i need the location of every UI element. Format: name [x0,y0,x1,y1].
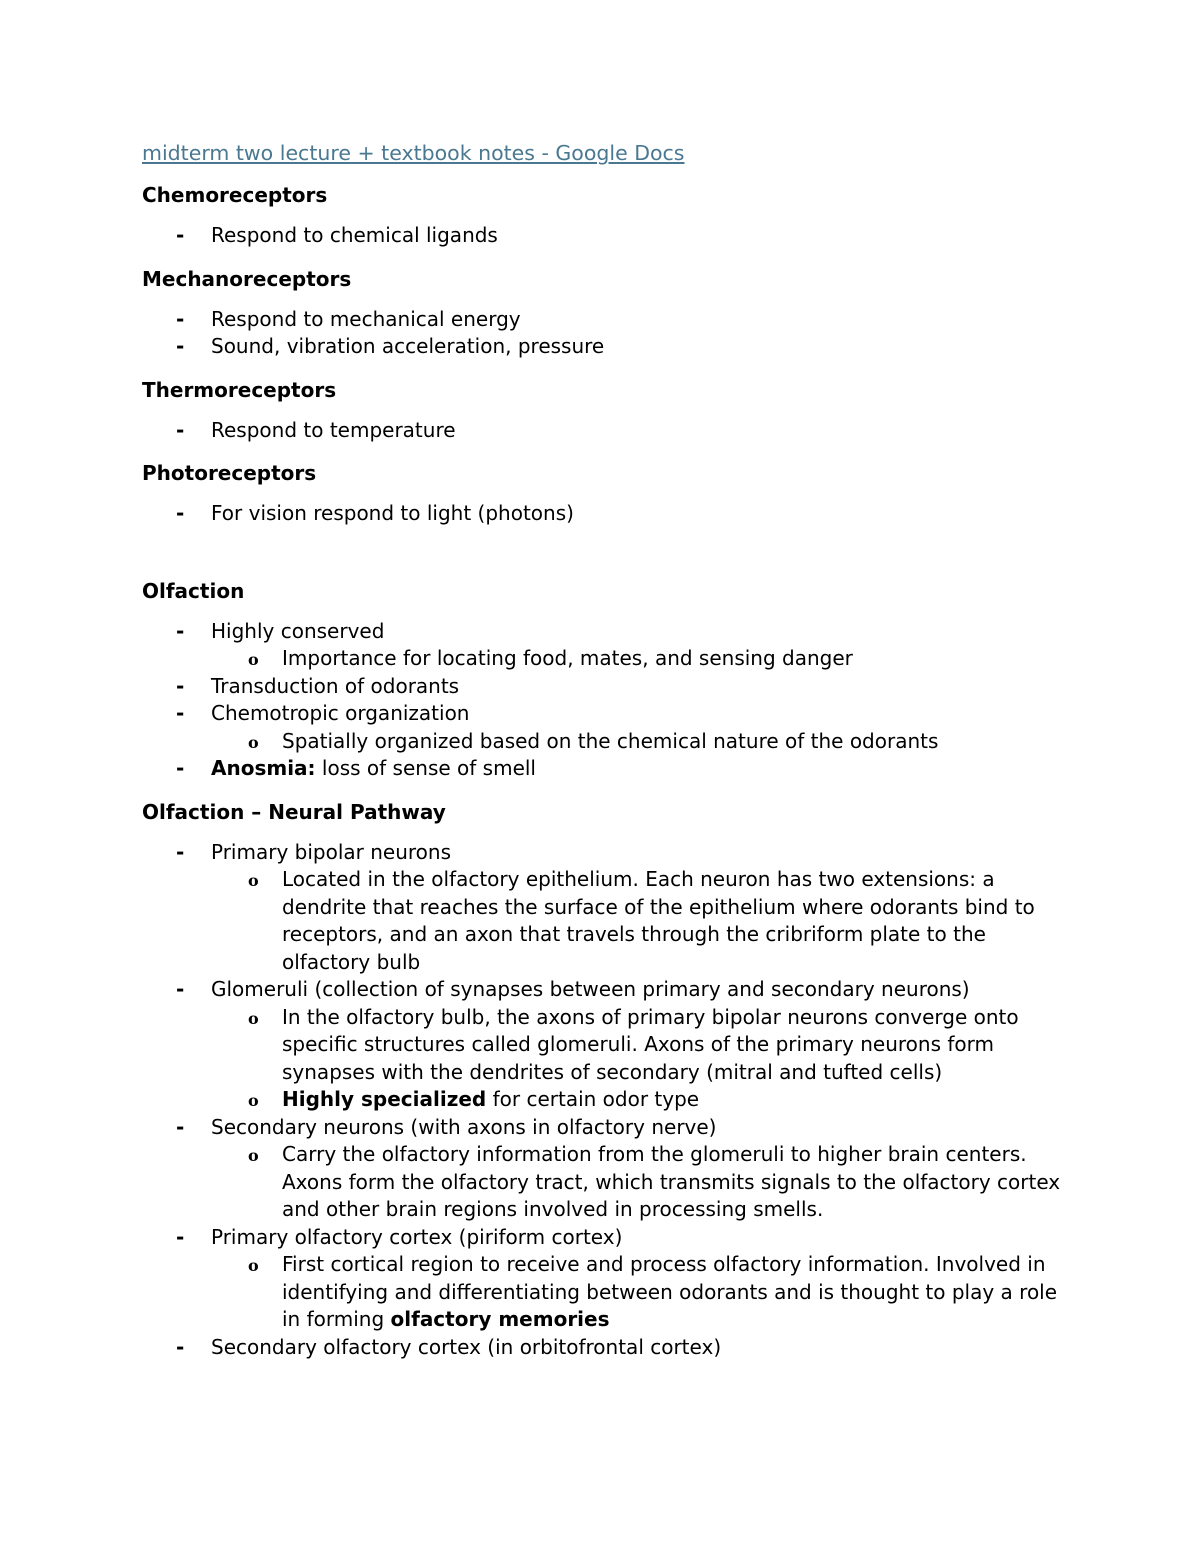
list-item [142,1334,1062,1362]
list-item [142,755,1062,783]
circle-bullet: o [248,1256,259,1275]
dash-bullet: - [176,1114,185,1139]
list-thermoreceptors [142,417,1062,445]
list-item [142,976,1062,1114]
dash-bullet: - [176,977,185,1001]
heading-olfaction: Olfaction [142,578,245,603]
list-item-text: Sound, vibration acceleration, pressure [211,334,605,358]
dash-bullet: - [176,501,185,525]
list-mechanoreceptors [142,306,1062,361]
list-item [142,417,1062,445]
dash-bullet: - [176,306,185,331]
circle-bullet: o [248,1146,259,1165]
sub-list [211,1004,1062,1114]
list-item [142,618,1062,673]
dash-bullet: - [176,756,185,780]
circle-bullet: o [248,871,259,890]
list-chemoreceptors [142,222,1062,250]
circle-bullet: o [248,732,259,752]
list-item-text: Respond to chemical ligands [211,223,498,247]
sub-list-item [142,866,1062,976]
list-item-text: Glomeruli (collection of synapses between primary and secondary neurons) [211,977,970,1001]
dash-bullet: - [176,701,185,725]
list-item-text: For vision respond to light (photons) [211,501,574,525]
sub-list-item-text: Carry the olfactory information from the glomeruli to higher brain centers. Axons form the olfactory tract, which transmits signals to the olfactory cortex and other brain regions involved in processing smells. [282,1142,1061,1221]
list-olfaction [142,618,1062,783]
term-anosmia: Anosmia: [211,756,316,780]
sub-list [211,1251,1062,1334]
sub-list [211,1141,1062,1224]
list-item [142,839,1062,977]
dash-bullet: - [176,334,185,358]
list-item-text: Highly conserved [211,618,385,643]
list-item [142,306,1062,334]
heading-photoreceptors: Photoreceptors [142,461,317,485]
list-item-text: loss of sense of smell [315,756,536,780]
list-item-text: Chemotropic organization [211,701,470,725]
circle-bullet: o [248,1008,259,1028]
list-neural-pathway [142,839,1062,1362]
sub-list [211,728,1062,756]
sub-list-item [142,645,1062,673]
list-item-text: Primary olfactory cortex (piriform cortex) [211,1224,623,1249]
heading-mechanoreceptors: Mechanoreceptors [142,266,352,291]
sub-list-item-text: First cortical region to receive and process olfactory information. Involved in identifying and differentiating between odorants and is thought to play a role in forming [282,1252,1058,1331]
list-item [142,1224,1062,1334]
dash-bullet: - [176,223,185,247]
list-item-text: Primary bipolar neurons [211,839,451,864]
sub-list-item-text: for certain odor type [486,1087,700,1111]
sub-list-item-text: Importance for locating food, mates, and sensing danger [282,646,853,670]
sub-list-item [142,1251,1062,1334]
heading-neural-pathway: Olfaction – Neural Pathway [142,799,446,824]
sub-list-item-text: Spatially organized based on the chemical nature of the odorants [282,728,939,753]
list-item-text: Transduction of odorants [211,673,460,698]
list-photoreceptors [142,500,1062,528]
list-item [142,1114,1062,1224]
list-item-text: Secondary olfactory cortex (in orbitofrontal cortex) [211,1334,722,1359]
list-item [142,500,1062,528]
sub-list-item-text: In the olfactory bulb, the axons of primary bipolar neurons converge onto specific structures called glomeruli. Axons of the primary neurons form synapses with the dendrites of secondary (mitral and tufted cells) [282,1004,1019,1084]
list-item [142,333,1062,361]
dash-bullet: - [176,839,185,864]
google-docs-link[interactable]: midterm two lecture + textbook notes - Google Docs [142,141,685,165]
dash-bullet: - [176,673,185,698]
term-olfactory-memories: olfactory memories [390,1307,610,1331]
sub-list [211,866,1062,976]
dash-bullet: - [176,417,185,442]
heading-thermoreceptors: Thermoreceptors [142,377,337,402]
dash-bullet: - [176,1334,185,1359]
dash-bullet: - [176,618,185,643]
list-item-text: Respond to mechanical energy [211,306,521,331]
sub-list-item [142,728,1062,756]
term-highly-specialized: Highly specialized [282,1087,487,1111]
sub-list-item [142,1141,1062,1224]
list-item [142,673,1062,701]
list-item-text: Secondary neurons (with axons in olfactory nerve) [211,1114,717,1139]
sub-list-item-text: Located in the olfactory epithelium. Each neuron has two extensions: a dendrite that reaches the surface of the epithelium where odorants bind to receptors, and an axon that travels through the cribriform plate to the olfactory bulb [282,867,1035,974]
sub-list [211,645,1062,673]
circle-bullet: o [248,1091,259,1110]
heading-chemoreceptors: Chemoreceptors [142,183,328,207]
sub-list-item [142,1086,1062,1114]
dash-bullet: - [176,1224,185,1249]
sub-list-item [142,1004,1062,1087]
document-page [142,138,1062,1375]
list-item-text: Respond to temperature [211,417,456,442]
circle-bullet: o [248,650,259,669]
list-item [142,222,1062,250]
list-item [142,700,1062,755]
